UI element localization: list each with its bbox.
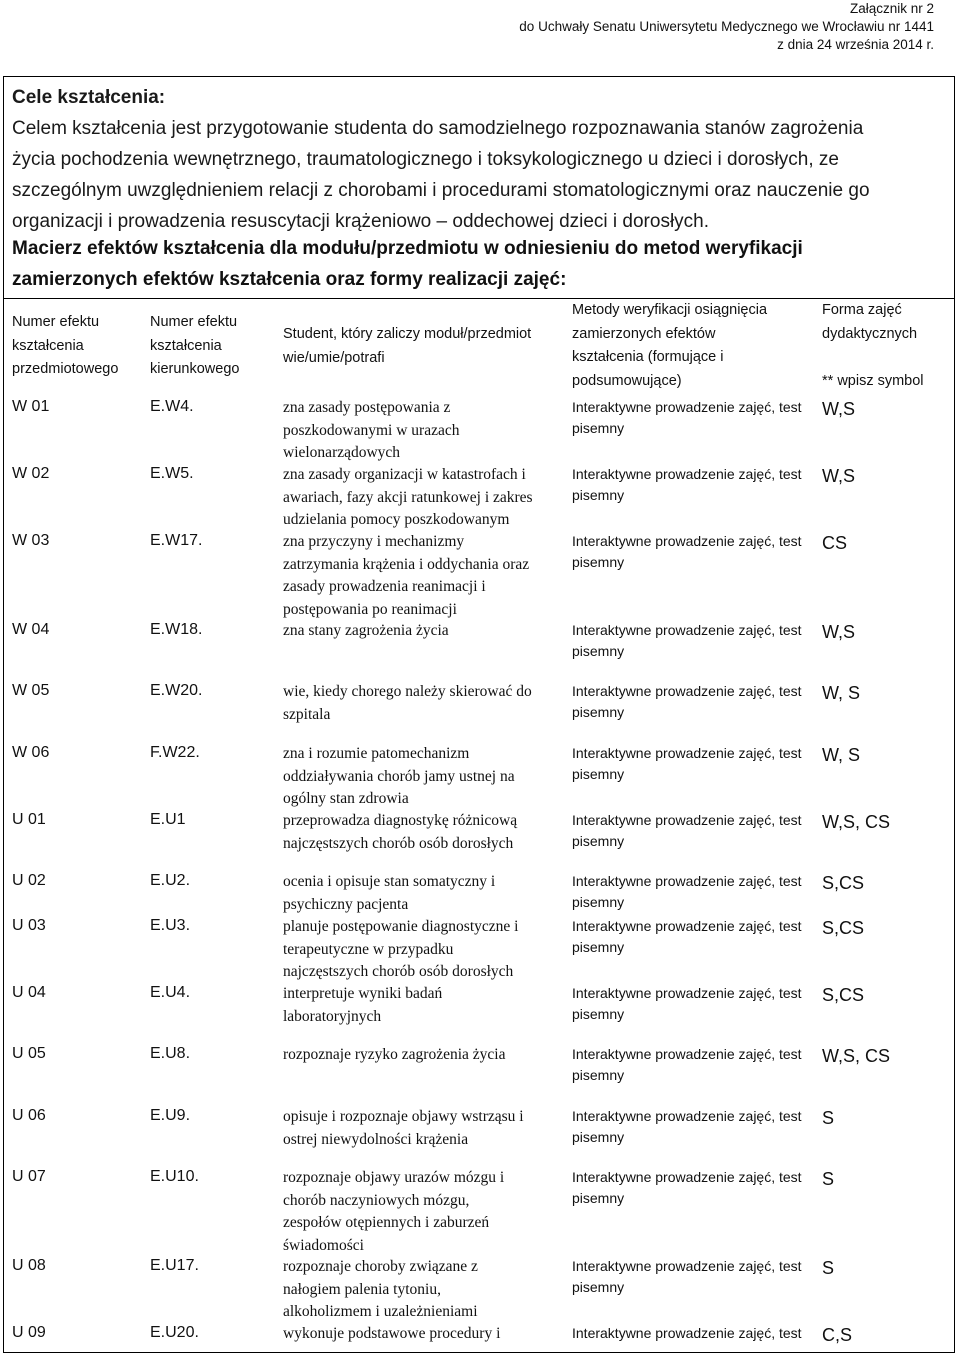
header-attachment: Załącznik nr 2: [849, 1, 934, 16]
header-verification-methods: Metody weryfikacji osiągnięcia zamierzonych efektów kształcenia (formujące i podsumowujące): [572, 302, 768, 389]
matrix-title-line: Macierz efektów kształcenia dla modułu/przedmiotu w odniesieniu do metod weryfikacji: [12, 238, 803, 259]
objectives-line: życia pochodzenia wewnętrznego, traumatologicznego i toksykologicznego u dzieci i dorosłych, ze: [12, 149, 839, 170]
header-resolution: do Uchwały Senatu Uniwersytetu Medycznego we Wrocławiu nr 1441: [519, 19, 934, 34]
header-student-outcome: Student, który zaliczy moduł/przedmiot wie/umie/potrafi: [283, 326, 532, 366]
objectives-line: szczególnym uwzględnieniem relacji z chorobami i procedurami stomatologicznymi oraz nauczenie go: [12, 180, 870, 201]
objectives-line: organizacji i prowadzenia resuscytacji krążeniowo – oddechowej dzieci i dorosłych.: [12, 211, 710, 232]
objectives-heading: Cele kształcenia:: [12, 87, 166, 108]
header-field-effect-number: Numer efektu kształcenia kierunkowego: [150, 314, 240, 377]
matrix-title-line: zamierzonych efektów kształcenia oraz formy realizacji zajęć:: [12, 269, 567, 290]
header-date: z dnia 24 września 2014 r.: [777, 37, 934, 52]
matrix-title: [12, 233, 948, 295]
syllabus-box: Cele kształcenia: Celem kształcenia jest przygotowanie studenta do samodzielnego rozpoznawania stanów zagrożenia życia pochodzenia wewnętrznego, traumatologicznego i toksykologicznego u dzieci i dorosłych, ze szczególnym uwzględnieniem relacji z chorobami i procedurami stomatologicznymi oraz nauczenie go organizacji i prowadzenia resuscytacji krążeniowo – oddechowej dzieci i dorosłych. Macierz efektów kształcenia dla modułu/przedmiotu w odniesieniu do metod weryfikacji zamierzonych efektów kształcenia oraz formy realizacji zajęć: Numer efektu kształcenia przedmiotowego Numer efektu kształcenia kierunkowego Student, który zaliczy moduł/przedmiot wie/umie/potrafi Metody weryfikacji osiągnięcia zamierzonych efektów kształcenia (formujące i podsumowujące) Forma zajęć dydaktycznych ** wpisz symbol W 01 E.W4. zna zasady postępowania z poszkodowanymi w urazach wielonarządowych Interaktywne prowadzenie zajęć, test pisemny W,S W 02 E.W5. zna zasady organizacji w katastrofach i awariach, fazy akcji ratunkowej i zakres udzielania pomocy poszkodowanym Interaktywne prowadzenie zajęć, test pisemny W,S W 03 E.W17. zna przyczyny i mechanizmy zatrzymania krążenia i oddychania oraz zasady prowadzenia reanimacji i postępowania po reanimacji Interaktywne prowadzenie zajęć, test pisemny CS W 04 E.W18. zna stany zagrożenia życia Interaktywne prowadzenie zajęć, test pisemny W,S W 05 E.W20. wie, kiedy chorego należy skierować do szpitala Interaktywne prowadzenie zajęć, test pisemny W, S W 06 F.W22. zna i rozumie patomechanizm oddziaływania chorób jamy ustnej na ogólny stan zdrowia Interaktywne prowadzenie zajęć, test pisemny W, S U 01 E.U1 przeprowadza diagnostykę różnicową najczęstszych chorób osób dorosłych Interaktywne prowadzenie zajęć, test pisemny W,S, CS U 02 E.U2. ocenia i opisuje stan somatyczny i psychiczny pacjenta Interaktywne prowadzenie zajęć, test pisemny S,CS U 03 E.U3. planuje postępowanie diagnostyczne i terapeutyczne w przypadku najczęstszych chorób osób dorosłych Interaktywne prowadzenie zajęć, test pisemny S,CS U 04 E.U4. interpretuje wyniki badań laboratoryjnych Interaktywne prowadzenie zajęć, test pisemny S,CS U 05 E.U8. rozpoznaje ryzyko zagrożenia życia Interaktywne prowadzenie zajęć, test pisemny W,S, CS U 06 E.U9. opisuje i rozpoznaje objawy wstrząsu i ostrej niewydolności krążenia Interaktywne prowadzenie zajęć, test pisemny S U 07 E.U10. rozpoznaje objawy urazów mózgu i chorób naczyniowych mózgu, zespołów otępiennych i zaburzeń świadomości Interaktywne prowadzenie zajęć, test pisemny S U 08 E.U17. rozpoznaje choroby związane z nałogiem palenia tytoniu, alkoholizmem i uzależnieniami Interaktywne prowadzenie zajęć, test pisemny S U 09 E.U20. wykonuje podstawowe procedury i Interaktywne prowadzenie zajęć, test C,S: [3, 76, 955, 1353]
objectives-line: Celem kształcenia jest przygotowanie studenta do samodzielnego rozpoznawania stanów zagrożenia: [12, 118, 864, 139]
table-top-border: [4, 298, 954, 299]
header-class-form: Forma zajęć dydaktycznych ** wpisz symbol: [822, 302, 924, 389]
header-subject-effect-number: Numer efektu kształcenia przedmiotowego: [12, 314, 119, 377]
document-header: [519, 0, 934, 54]
learning-objectives: [12, 82, 948, 237]
